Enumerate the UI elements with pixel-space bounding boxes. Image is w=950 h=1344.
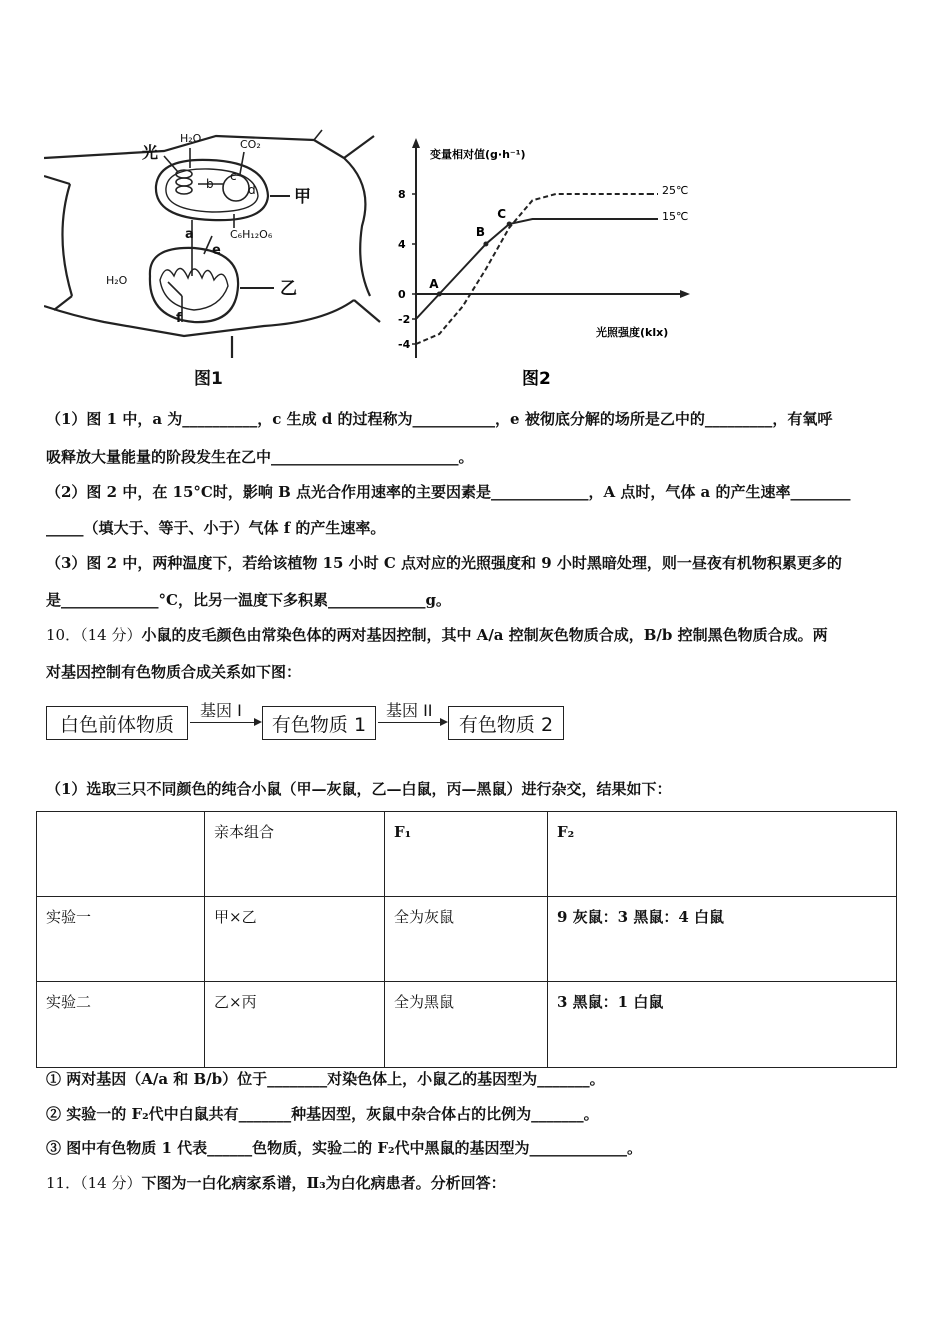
pigment-2-box: 有色物质 2 (448, 706, 564, 740)
header-cell-f1: F₁ (385, 812, 548, 897)
q10-sub1: ① 两对基因（A/a 和 B/b）位于________对染色体上，小鼠乙的基因型为_______。 (46, 1070, 605, 1088)
cell-wall-right (344, 158, 370, 296)
table-row (37, 897, 897, 982)
cell-wall-left (62, 184, 72, 296)
label-jia: 甲 (294, 187, 311, 207)
y-tick-label: 8 (398, 188, 406, 201)
q10-line1 (46, 624, 906, 646)
row-f2: 9 灰鼠：3 黑鼠：4 白鼠 (548, 897, 897, 982)
white-precursor-box: 白色前体物质 (46, 706, 188, 740)
point-label-a: A (429, 277, 439, 291)
label-h2o-left: H₂O (106, 274, 128, 287)
q9-part3-line1: （3）图 2 中，两种温度下，若给该植物 15 小时 C 点对应的光照强度和 9 小时黑暗处理，则一昼夜有机物积累更多的 (46, 554, 842, 572)
row-cross: 甲×乙 (205, 897, 385, 982)
gene-2-label: 基因 II (386, 701, 433, 720)
label-a: a (185, 227, 194, 242)
pigment-1-box: 有色物质 1 (262, 706, 376, 740)
row-name: 实验二 (37, 982, 205, 1068)
point-a (437, 292, 442, 297)
table-row (37, 982, 897, 1068)
series-line-15c (416, 219, 649, 319)
label-co2: CO₂ (240, 138, 261, 151)
figure-svg (44, 96, 708, 390)
row-f1: 全为黑鼠 (385, 982, 548, 1068)
q9-part2-line1: （2）图 2 中，在 15°C时，影响 B 点光合作用速率的主要因素是_____________，A 点时，气体 a 的产生速率________ (46, 483, 851, 501)
row-f1: 全为灰鼠 (385, 897, 548, 982)
gene-pathway-diagram (44, 700, 584, 746)
gene-2-arrow (378, 722, 446, 723)
point-label-c: C (497, 207, 507, 221)
point-label-b: B (475, 225, 486, 239)
thylakoid-3 (176, 186, 192, 194)
q10-number: 10．（14 分） (46, 626, 142, 644)
light-response-chart (398, 138, 690, 389)
q10-sub3: ③ 图中有色物质 1 代表______色物质，实验二的 F₂代中黑鼠的基因型为_____________。 (46, 1139, 643, 1157)
y-tick-label: -4 (398, 338, 411, 351)
label-yi: 乙 (280, 279, 297, 299)
y-tick-label: -2 (398, 313, 411, 326)
series-label-15: 15℃ (662, 210, 689, 223)
q10-sub2: ② 实验一的 F₂代中白鼠共有_______种基因型，灰鼠中杂合体占的比例为_______。 (46, 1105, 599, 1123)
q10-line2: 对基因控制有色物质合成关系如下图： (46, 663, 302, 681)
q10-stem: 小鼠的皮毛颜色由常染色体的两对基因控制，其中 A/a 控制灰色物质合成，B/b 控制黑色物质合成。两 (141, 626, 828, 644)
cell-wall-corner-br (354, 300, 380, 322)
header-cell-empty (37, 812, 205, 897)
label-b: b (206, 177, 214, 191)
q9-part3-line2: 是_____________°C，比另一温度下多积累_____________g。 (46, 591, 451, 609)
q9-part1-line1: （1）图 1 中，a 为__________，c 生成 d 的过程称为___________，e 被彻底分解的场所是乙中的_________，有氧呼 (46, 410, 833, 428)
cell-wall-corner-tr (344, 136, 374, 158)
point-b (483, 242, 488, 247)
q11-line1 (46, 1172, 906, 1194)
q11-stem: 下图为一白化病家系谱，Ⅱ₃为白化病患者。分析回答： (141, 1174, 506, 1192)
cell-labels (106, 132, 311, 389)
label-c: c (230, 169, 237, 183)
point-c (507, 222, 512, 227)
label-h2o-top: H₂O (180, 132, 202, 145)
gene-1-label: 基因 I (200, 701, 242, 720)
label-e: e (212, 243, 221, 258)
x-axis-arrow (680, 290, 690, 298)
header-cell-f2: F₂ (548, 812, 897, 897)
fig2-caption: 图2 (522, 369, 551, 389)
cross-results-table (36, 811, 897, 1068)
q9-part1-line2: 吸释放大量能量的阶段发生在乙中_________________________。 (46, 448, 474, 466)
thylakoid-2 (176, 178, 192, 186)
mitochondrion-outer (150, 248, 238, 322)
gene-1-arrow (190, 722, 260, 723)
q10-part1: （1）选取三只不同颜色的纯合小鼠（甲—灰鼠，乙—白鼠，丙—黑鼠）进行杂交，结果如下： (46, 780, 672, 798)
q9-part2-line2: _____（填大于、等于、小于）气体 f 的产生速率。 (46, 519, 386, 537)
figure-area (44, 96, 708, 390)
mitochondrion-cristae (160, 268, 228, 310)
y-tick-label: 4 (398, 238, 406, 251)
y-tick-label: 0 (398, 288, 406, 301)
y-axis-arrow (412, 138, 420, 148)
label-c6h12o6: C₆H₁₂O₆ (230, 228, 273, 241)
series-line-25c (416, 194, 649, 344)
row-f2: 3 黑鼠：1 白鼠 (548, 982, 897, 1068)
fig1-caption: 图1 (194, 369, 223, 389)
x-axis-label: 光照强度(klx) (596, 326, 669, 339)
q11-number: 11．（14 分） (46, 1174, 142, 1192)
label-d: d (248, 183, 256, 197)
label-light: 光 (142, 143, 159, 162)
series-label-25: 25℃ (662, 184, 689, 197)
header-cell-cross: 亲本组合 (205, 812, 385, 897)
label-f: f (176, 311, 182, 326)
row-name: 实验一 (37, 897, 205, 982)
cell-wall-corner-tl (44, 176, 70, 184)
table-header-row (37, 812, 897, 897)
row-cross: 乙×丙 (205, 982, 385, 1068)
cell-wall-bottom (44, 300, 354, 336)
y-axis-label: 变量相对值(g·h⁻¹) (430, 148, 526, 161)
